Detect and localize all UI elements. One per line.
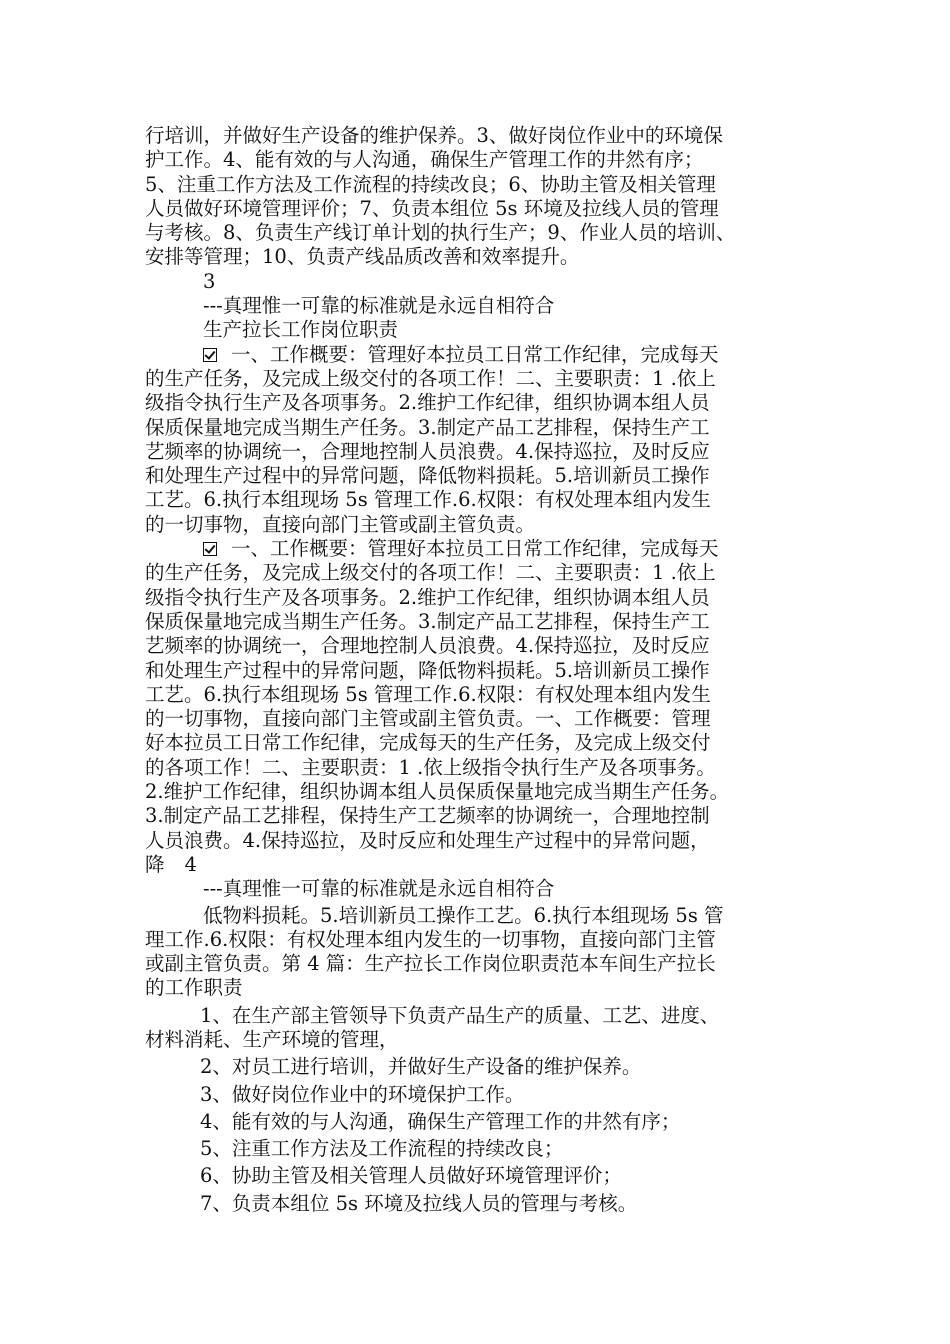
text-line: 的工作职责 <box>145 976 243 1000</box>
text-line: 一、工作概要：管理好本拉员工日常工作纪律，完成每天 <box>231 537 719 561</box>
text-line: 和处理生产过程中的异常问题，降低物料损耗。5.培训新员工操作 <box>145 658 710 682</box>
text-line: 3.制定产品工艺排程，保持生产工艺频率的协调统一，合理地控制 <box>145 804 710 828</box>
text-line: 工艺。6.执行本组现场 5s 管理工作.6.权限：有权处理本组内发生 <box>145 488 711 512</box>
text-line: 安排等管理；10、负责产线品质改善和效率提升。 <box>145 245 580 269</box>
paragraph-first-line <box>145 537 815 561</box>
motto-line: ---真理惟一可靠的标准就是永远自相符合 <box>203 294 555 318</box>
text-line: 行培训，并做好生产设备的维护保养。3、做好岗位作业中的环境保 <box>145 124 723 147</box>
text-line: 低物料损耗。5.培训新员工操作工艺。6.执行本组现场 5s 管 <box>203 903 724 927</box>
text-line: 人员浪费。4.保持巡拉，及时反应和处理生产过程中的异常问题， <box>145 828 710 852</box>
text-line: 级指令执行生产及各项事务。2.维护工作纪律，组织协调本组人员 <box>145 585 710 609</box>
checkbox-icon <box>203 348 217 362</box>
text-line: 的生产任务，及完成上级交付的各项工作！二、主要职责：1 .依上 <box>145 366 716 390</box>
text-fragment: 降 <box>145 852 165 876</box>
text-line: 5、注重工作方法及工作流程的持续改良；6、协助主管及相关管理 <box>145 172 716 196</box>
list-item-continuation: 材料消耗、生产环境的管理， <box>145 1027 399 1051</box>
checkbox-icon <box>203 542 217 556</box>
text-line: 保质保量地完成当期生产任务。3.制定产品工艺排程，保持生产工 <box>145 415 710 439</box>
text-line: 或副主管负责。第 4 篇：生产拉长工作岗位职责范本车间生产拉长 <box>145 952 716 976</box>
list-item: 7、负责本组位 5s 环境及拉线人员的管理与考核。 <box>200 1191 638 1215</box>
text-line: 的一切事物，直接向部门主管或副主管负责。 <box>145 512 536 536</box>
text-line: 的生产任务，及完成上级交付的各项工作！二、主要职责：1 .依上 <box>145 561 716 585</box>
text-line: 护工作。4、能有效的与人沟通，确保生产管理工作的井然有序； <box>145 148 704 172</box>
text-line: 工艺。6.执行本组现场 5s 管理工作.6.权限：有权处理本组内发生 <box>145 682 711 706</box>
motto-line: ---真理惟一可靠的标准就是永远自相符合 <box>203 877 555 901</box>
text-line: 艺频率的协调统一，合理地控制人员浪费。4.保持巡拉，及时反应 <box>145 439 710 463</box>
text-line: 和处理生产过程中的异常问题，降低物料损耗。5.培训新员工操作 <box>145 464 710 488</box>
text-line: 2.维护工作纪律，组织协调本组人员保质保量地完成当期生产任务。 <box>145 780 730 804</box>
list-item: 4、能有效的与人沟通，确保生产管理工作的井然有序； <box>200 1109 681 1133</box>
list-item: 2、对员工进行培训，并做好生产设备的维护保养。 <box>200 1055 642 1079</box>
text-line: 的一切事物，直接向部门主管或副主管负责。一、工作概要：管理 <box>145 707 711 731</box>
text-line: 理工作.6.权限：有权处理本组内发生的一切事物，直接向部门主管 <box>145 927 716 951</box>
text-line: 好本拉员工日常工作纪律，完成每天的生产任务，及完成上级交付 <box>145 731 711 755</box>
document-page <box>145 124 815 1216</box>
section-title: 生产拉长工作岗位职责 <box>203 318 399 342</box>
text-line: 一、工作概要：管理好本拉员工日常工作纪律，完成每天 <box>231 342 719 366</box>
page-number: 4 <box>184 852 197 876</box>
list-item: 5、注重工作方法及工作流程的持续改良； <box>200 1137 564 1161</box>
text-line: 与考核。8、负责生产线订单计划的执行生产；9、作业人员的培训、 <box>145 221 736 245</box>
text-line: 级指令执行生产及各项事务。2.维护工作纪律，组织协调本组人员 <box>145 391 710 415</box>
paragraph-first-line <box>145 343 815 367</box>
text-line <box>145 853 815 877</box>
text-line: 人员做好环境管理评价；7、负责本组位 5s 环境及拉线人员的管理 <box>145 196 719 220</box>
text-line: 的各项工作！二、主要职责：1 .依上级指令执行生产及各项事务。 <box>145 755 716 779</box>
page-number: 3 <box>203 269 216 293</box>
list-item: 6、协助主管及相关管理人员做好环境管理评价； <box>200 1164 622 1188</box>
list-item: 3、做好岗位作业中的环境保护工作。 <box>200 1082 525 1106</box>
text-line: 艺频率的协调统一，合理地控制人员浪费。4.保持巡拉，及时反应 <box>145 634 710 658</box>
text-line: 保质保量地完成当期生产任务。3.制定产品工艺排程，保持生产工 <box>145 609 710 633</box>
list-item: 1、在生产部主管领导下负责产品生产的质量、工艺、进度、 <box>200 1003 720 1027</box>
